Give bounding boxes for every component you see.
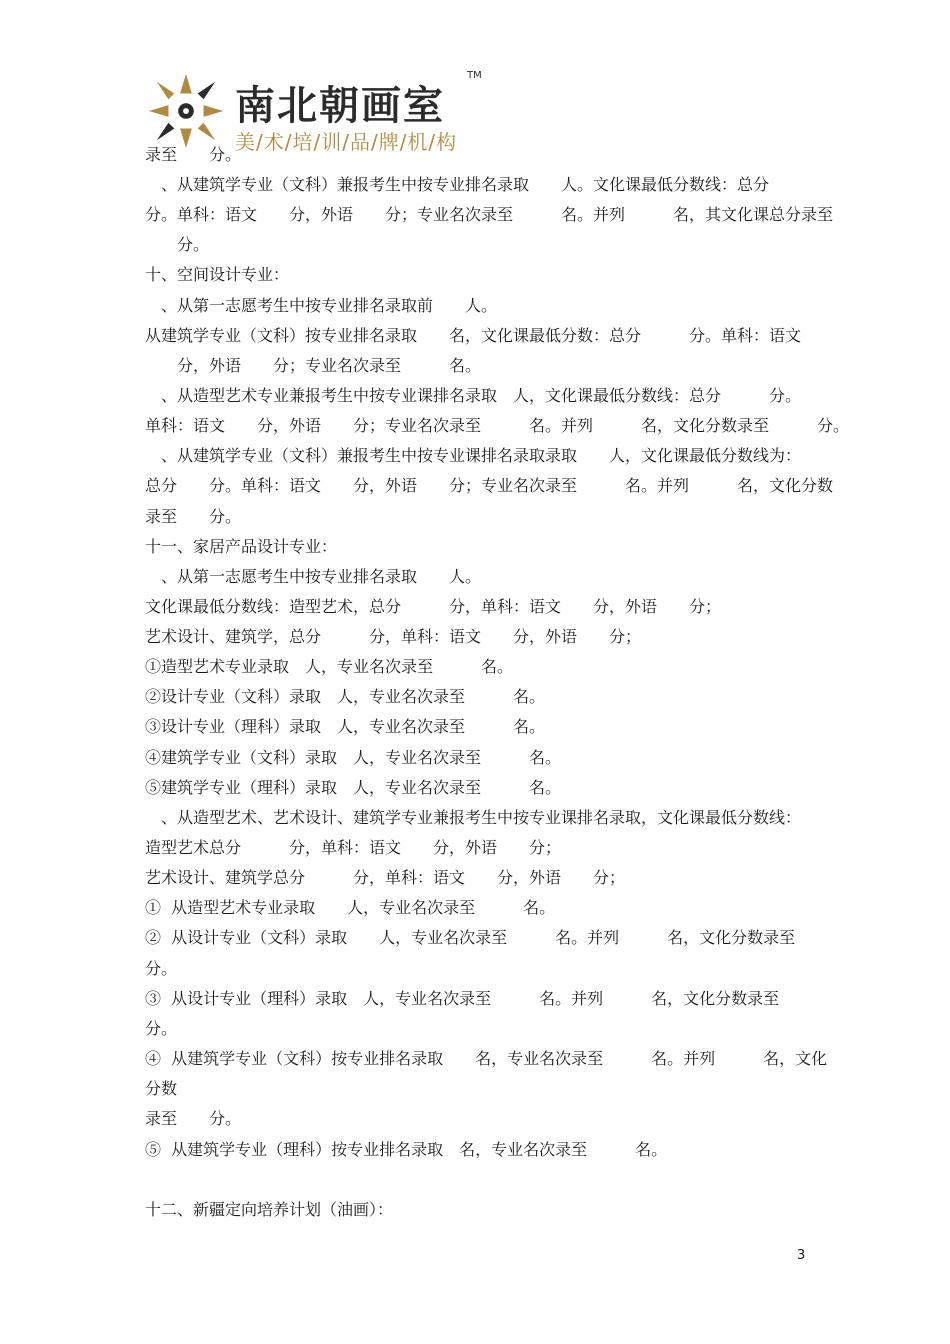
text-line: 、从造型艺术、艺术设计、建筑学专业兼报考生中按专业课排名录取，文化课最低分数线： xyxy=(145,808,802,827)
text-line: 分。 xyxy=(145,235,210,254)
page-number: 3 xyxy=(797,1248,806,1263)
text-line: 从建筑学专业（文科）按专业排名录取 名，文化课最低分数：总分 分。单科：语文 xyxy=(145,326,802,345)
text-line: 分。单科：语文 分，外语 分；专业名次录至 名。并列 名，其文化课总分录至 xyxy=(145,205,834,224)
list-item: ① 从造型艺术专业录取 人，专业名次录至 名。 xyxy=(145,898,556,917)
text-line: 文化课最低分数线：造型艺术，总分 分，单科：语文 分，外语 分； xyxy=(145,597,722,616)
list-item: ③ 从设计专业（理科）录取 人，专业名次录至 名。并列 名，文化分数录至 xyxy=(145,989,780,1008)
text-line: 单科：语文 分，外语 分；专业名次录至 名。并列 名，文化分数录至 分。 xyxy=(145,416,850,435)
list-item: ⑤建筑学专业（理科）录取 人，专业名次录至 名。 xyxy=(145,778,562,797)
text-line: 录至 分。 xyxy=(145,145,242,164)
list-item: ②设计专业（文科）录取 人，专业名次录至 名。 xyxy=(145,687,546,706)
logo xyxy=(143,68,481,156)
text-line: 分。 xyxy=(145,1019,178,1038)
text-line: 录至 分。 xyxy=(145,1109,242,1128)
list-item: ③设计专业（理科）录取 人，专业名次录至 名。 xyxy=(145,717,546,736)
list-item: ② 从设计专业（文科）录取 人，专业名次录至 名。并列 名，文化分数录至 xyxy=(145,928,796,947)
text-line: 艺术设计、建筑学总分 分，单科：语文 分，外语 分； xyxy=(145,868,626,887)
list-item: ①造型艺术专业录取 人，专业名次录至 名。 xyxy=(145,657,514,676)
text-line: 分。 xyxy=(145,959,178,978)
section-heading: 十、空间设计专业： xyxy=(145,265,290,284)
text-line: 、从第一志愿考生中按专业排名录取 人。 xyxy=(145,567,482,586)
text-line: 、从造型艺术专业兼报考生中按专业课排名录取 人，文化课最低分数线：总分 分。 xyxy=(145,386,802,405)
section-heading: 十一、家居产品设计专业： xyxy=(145,537,338,556)
list-item: ⑤ 从建筑学专业（理科）按专业排名录取 名，专业名次录至 名。 xyxy=(145,1140,668,1159)
text-line: 造型艺术总分 分，单科：语文 分，外语 分； xyxy=(145,838,562,857)
text-line: 分，外语 分；专业名次录至 名。 xyxy=(145,356,482,375)
text-line: 、从建筑学专业（文科）兼报考生中按专业课排名录取录取 人，文化课最低分数线为： xyxy=(145,446,802,465)
logo-flower-icon xyxy=(147,72,225,150)
logo-title: 南北朝画室 xyxy=(235,83,445,129)
text-line: 总分 分。单科：语文 分，外语 分；专业名次录至 名。并列 名，文化分数 xyxy=(145,476,834,495)
text-line: 分数 xyxy=(145,1079,178,1098)
text-line: 录至 分。 xyxy=(145,507,242,526)
text-line: 、从第一志愿考生中按专业排名录取前 人。 xyxy=(145,296,498,315)
section-heading: 十二、新疆定向培养计划（油画）： xyxy=(145,1200,394,1219)
list-item: ④ 从建筑学专业（文科）按专业排名录取 名，专业名次录至 名。并列 名，文化 xyxy=(145,1049,828,1068)
text-line: 、从建筑学专业（文科）兼报考生中按专业排名录取 人。文化课最低分数线：总分 xyxy=(145,175,770,194)
text-line: 艺术设计、建筑学，总分 分，单科：语文 分，外语 分； xyxy=(145,627,642,646)
logo-subtitle: 美/术/培/训/品/牌/机/构 xyxy=(235,130,458,154)
list-item: ④建筑学专业（文科）录取 人，专业名次录至 名。 xyxy=(145,748,562,767)
logo-trademark: TM xyxy=(467,70,482,81)
